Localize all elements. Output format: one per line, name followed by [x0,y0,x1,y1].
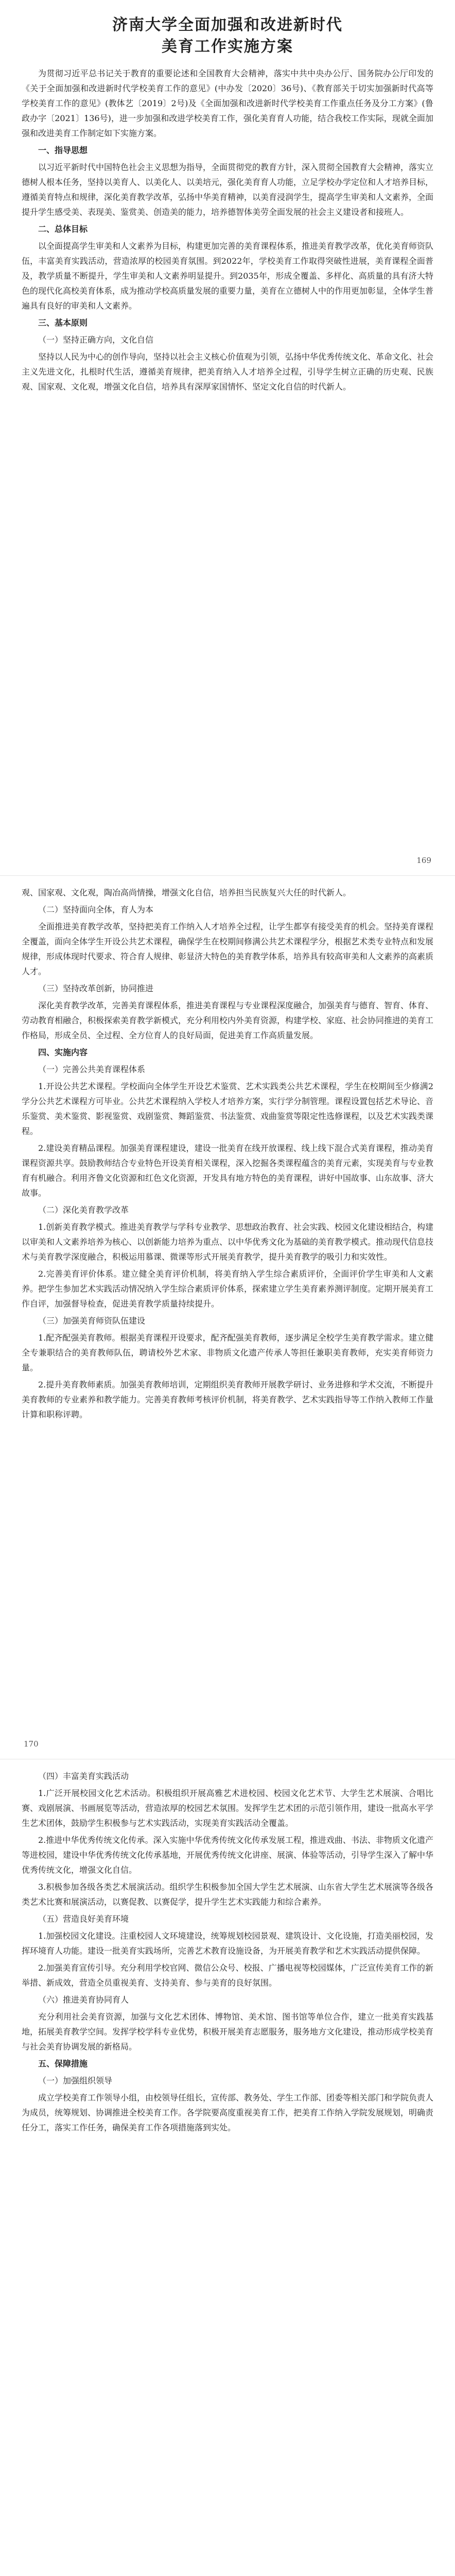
paragraph: （六）推进美育协同育人 [38,1995,129,2005]
section-heading: 一、指导思想 [38,145,88,155]
page-number: 170 [24,1739,39,1749]
paragraph: 1.加强校园文化建设。注重校园人文环境建设，统筹规划校园景观、建筑设计、文化设施，打造美丽校园，发挥环境育人功能。建设一批美育实践场所，完善艺术教育设施设备，为开展美育教学和艺术实践活动提供保障。 [22,1931,433,1956]
paragraph: （二）坚持面向全体，育人为本 [38,905,154,914]
section-heading: 五、保障措施 [38,2059,88,2069]
paragraph: 1.配齐配强美育教师。根据美育课程开设要求，配齐配强美育教师，逐步满足全校学生美育教学需求。建立健全专兼职结合的美育教师队伍，聘请校外艺术家、非物质文化遗产传承人等担任兼职美育教师，充实美育师资力量。 [22,1333,433,1372]
title-line-1: 济南大学全面加强和改进新时代 [112,16,343,34]
paragraph: 以全面提高学生审美和人文素养为目标，构建更加完善的美育课程体系，推进美育教学改革，优化美育师资队伍，丰富美育实践活动，营造浓厚的校园美育氛围。到2022年，学校美育工作取得突破性进展，美育课程全面普及，教学质量不断提升，学生审美和人文素养明显提升。到2035年，形成全覆盖、多样化、高质量的具有济大特色的现代化高校美育体系，成为推动学校高质量发展的重要力量，美育在立德树人中的作用更加彰显，全体学生普遍具有良好的审美和人文素养。 [22,241,434,311]
paragraph: 全面推进美育教学改革，坚持把美育工作纳入人才培养全过程，让学生都享有接受美育的机会。坚持美育课程全覆盖，面向全体学生开设公共艺术课程，确保学生在校期间修满公共艺术课程学分，根据艺术类专业特点和发展规律，形成体现时代要求、符合育人规律、彰显济大特色的美育教学体系，培养具有较高审美和人文素养的高素质人才。 [22,922,434,976]
paragraph: 为贯彻习近平总书记关于教育的重要论述和全国教育大会精神，落实中共中央办公厅、国务院办公厅印发的《关于全面加强和改进新时代学校美育工作的意见》(中办发〔2020〕36号)、《教育部关于切实加强新时代高等学校美育工作的意见》(教体艺〔2019〕2号)及《全面加强和改进新时代学校美育工作重点任务及分工方案》(鲁政办字〔2021〕136号)，进一步加强和改进学校美育工作，强化美育育人功能，结合我校工作实际，现就全面加强和改进美育工作制定如下实施方案。 [22,69,433,138]
paragraph: 观、国家观、文化观，陶冶高尚情操，增强文化自信，培养担当民族复兴大任的时代新人。 [22,888,352,897]
paragraph: 2.建设美育精品课程。加强美育课程建设，建设一批美育在线开放课程、线上线下混合式美育课程，推动美育课程资源共享。鼓励教师结合专业特色开设美育相关课程，深入挖掘各类课程蕴含的美育元素，实现美育与专业教育有机融合。利用齐鲁文化资源和红色文化资源，开发具有地方特色的美育课程，讲好中国故事、山东故事、济大故事。 [22,1143,434,1198]
page-number: 169 [416,856,431,865]
paragraph: （四）丰富美育实践活动 [38,1771,129,1781]
paragraph: （三）坚持改革创新，协同推进 [38,984,154,993]
paragraph: （一）坚持正确方向，文化自信 [38,335,154,345]
page-body [22,1769,433,2135]
paragraph: （一）加强组织领导 [38,2076,113,2086]
title-line-2: 美育工作实施方案 [162,38,293,56]
page-body [22,66,433,394]
paragraph: 深化美育教学改革，完善美育课程体系，推进美育课程与专业课程深度融合，加强美育与德育、智育、体育、劳动教育相融合，积极探索美育教学新模式，充分利用校内外美育资源，构建学校、家庭、社会协同推进的美育工作格局，形成全员、全过程、全方位育人的良好局面，促进美育工作高质量发展。 [22,1001,434,1040]
paragraph: （一）完善公共美育课程体系 [38,1064,146,1074]
paragraph: （三）加强美育师资队伍建设 [38,1316,146,1326]
document-title [22,14,433,58]
paragraph: 成立学校美育工作领导小组，由校领导任组长，宣传部、教务处、学生工作部、团委等相关部门和学院负责人为成员，统筹规划、协调推进全校美育工作。各学院要高度重视美育工作，把美育工作纳入学院发展规划，明确责任分工，落实工作任务，确保美育工作各项措施落到实处。 [22,2093,434,2132]
paragraph: （五）营造良好美育环境 [38,1914,129,1924]
paragraph: 坚持以人民为中心的创作导向，坚持以社会主义核心价值观为引领，弘扬中华优秀传统文化、革命文化、社会主义先进文化，扎根时代生活，遵循美育规律，把美育纳入人才培养全过程，引导学生树立正确的历史观、民族观、国家观、文化观，增强文化自信，培养具有深厚家国情怀、坚定文化自信的时代新人。 [22,352,434,392]
paragraph: 充分利用社会美育资源，加强与文化艺术团体、博物馆、美术馆、图书馆等单位合作，建立一批美育实践基地，拓展美育教学空间。发挥学校学科专业优势，积极开展美育志愿服务，服务地方文化建设，推动形成学校美育与社会美育协调发展的新格局。 [22,2012,434,2052]
section-heading: 二、总体目标 [38,224,88,234]
page-1 [0,0,455,876]
page-body [22,885,433,1422]
page-3 [0,1759,455,2576]
page-2 [0,876,455,1759]
paragraph: 2.推进中华优秀传统文化传承。深入实施中华优秀传统文化传承发展工程，推进戏曲、书法、非物质文化遗产等进校园，建设中华优秀传统文化传承基地，开展优秀传统文化讲座、展演、体验等活动，引导学生深入了解中华优秀传统文化，增强文化自信。 [22,1835,434,1875]
paragraph: 2.完善美育评价体系。建立健全美育评价机制，将美育纳入学生综合素质评价，全面评价学生审美和人文素养。把学生参加艺术实践活动情况纳入学生综合素质评价体系，探索建立学生美育素养测评制度。定期开展美育工作自评，加强督导检查，促进美育教学质量持续提升。 [22,1269,434,1309]
paragraph: 2.提升美育教师素质。加强美育教师培训，定期组织美育教师开展教学研讨、业务进修和学术交流，不断提升美育教师的专业素养和教学能力。完善美育教师考核评价机制，将美育教学、艺术实践指导等工作纳入教师工作量计算和职称评聘。 [22,1380,434,1419]
section-heading: 三、基本原则 [38,318,88,328]
section-heading: 四、实施内容 [38,1047,88,1057]
paragraph: 3.积极参加各级各类艺术展演活动。组织学生积极参加全国大学生艺术展演、山东省大学生艺术展演等各级各类艺术比赛和展演活动，以赛促教、以赛促学，提升学生艺术实践能力和综合素养。 [22,1882,433,1907]
paragraph: 2.加强美育宣传引导。充分利用学校官网、微信公众号、校报、广播电视等校园媒体，广泛宣传美育工作的新举措、新成效，营造全员重视美育、支持美育、参与美育的良好氛围。 [22,1963,433,1988]
paragraph: 以习近平新时代中国特色社会主义思想为指导，全面贯彻党的教育方针，深入贯彻全国教育大会精神，落实立德树人根本任务，坚持以美育人、以美化人、以美培元，强化美育育人功能，立足学校办学定位和人才培养目标，遵循美育特点和规律，深化美育教学改革，弘扬中华美育精神，以美育浸润学生，提高学生审美和人文素养，全面提升学生感受美、表现美、鉴赏美、创造美的能力，培养德智体美劳全面发展的社会主义建设者和接班人。 [22,162,434,217]
paragraph: 1.广泛开展校园文化艺术活动。积极组织开展高雅艺术进校园、校园文化艺术节、大学生艺术展演、合唱比赛、戏剧展演、书画展览等活动，营造浓厚的校园艺术氛围。发挥学生艺术团的示范引领作用，建设一批高水平学生艺术团体，鼓励学生积极参与艺术实践活动，实现美育实践活动全覆盖。 [22,1788,434,1828]
paragraph: 1.开设公共艺术课程。学校面向全体学生开设艺术鉴赏、艺术实践类公共艺术课程，学生在校期间至少修满2学分公共艺术课程方可毕业。公共艺术课程纳入学校人才培养方案，实行学分制管理。课程设置包括艺术导论、音乐鉴赏、美术鉴赏、影视鉴赏、戏剧鉴赏、舞蹈鉴赏、书法鉴赏、戏曲鉴赏等限定性选修课程，以及艺术实践类课程。 [22,1081,434,1136]
paragraph: 1.创新美育教学模式。推进美育教学与学科专业教学、思想政治教育、社会实践、校园文化建设相结合，构建以审美和人文素养培养为核心、以创新能力培养为重点、以中华优秀文化为基础的美育教学模式。推动现代信息技术与美育教学深度融合，积极运用慕课、微课等形式开展美育教学，提升美育教学的吸引力和实效性。 [22,1222,434,1262]
paragraph: （二）深化美育教学改革 [38,1205,129,1215]
